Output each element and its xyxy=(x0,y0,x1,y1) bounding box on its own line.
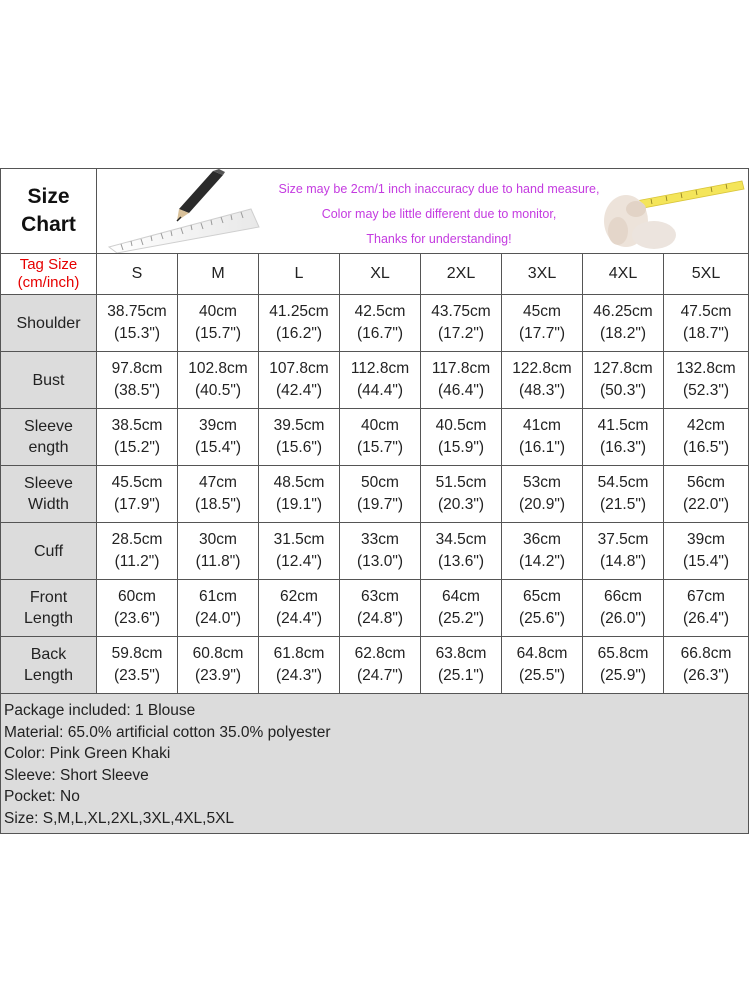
value-cm: 47cm xyxy=(199,474,237,491)
value-cm: 62cm xyxy=(280,588,318,605)
measurement-label-line: Front xyxy=(29,589,68,606)
value-inch: (25.9") xyxy=(600,667,646,684)
value-inch: (15.7") xyxy=(357,439,403,456)
value-inch: (17.2") xyxy=(438,325,484,342)
measurement-row xyxy=(1,637,749,694)
value-inch: (13.6") xyxy=(438,553,484,570)
value-inch: (19.1") xyxy=(276,496,322,513)
value-cm: 64cm xyxy=(442,588,480,605)
value-cm: 31.5cm xyxy=(273,531,325,548)
value-inch: (15.4") xyxy=(683,553,729,570)
value-inch: (14.8") xyxy=(600,553,646,570)
info-package: Package included: 1 Blouse xyxy=(4,702,196,719)
value-inch: (15.3") xyxy=(114,325,160,342)
measurement-label xyxy=(1,352,97,409)
value-cm: 38.75cm xyxy=(107,303,167,320)
value-cm: 61cm xyxy=(199,588,237,605)
value-cm: 39cm xyxy=(687,531,725,548)
value-inch: (25.5") xyxy=(519,667,565,684)
measurement-cell xyxy=(583,352,664,409)
measurement-label-line: Shoulder xyxy=(16,314,81,332)
value-cm: 64.8cm xyxy=(516,645,568,662)
measurement-label-line: Back xyxy=(30,646,67,663)
measurement-cell xyxy=(664,409,749,466)
measurement-row xyxy=(1,352,749,409)
measurement-cell xyxy=(97,352,178,409)
info-size: Size: S,M,L,XL,2XL,3XL,4XL,5XL xyxy=(4,809,235,827)
value-cm: 62.8cm xyxy=(354,645,406,662)
value-cm: 39cm xyxy=(199,417,237,434)
value-cm: 65cm xyxy=(523,588,561,605)
size-header-2xl: 2XL xyxy=(421,254,502,295)
measurement-label xyxy=(1,409,97,466)
ruler-pencil-icon xyxy=(101,169,261,253)
measurement-cell xyxy=(664,523,749,580)
measurement-cell xyxy=(340,409,421,466)
measurement-cell xyxy=(340,352,421,409)
value-inch: (25.6") xyxy=(519,610,565,627)
value-cm: 28.5cm xyxy=(111,531,163,548)
value-inch: (15.2") xyxy=(114,439,160,456)
measurement-cell xyxy=(583,523,664,580)
measurement-label-line: Cuff xyxy=(33,542,64,560)
measurement-row xyxy=(1,466,749,523)
measurement-cell xyxy=(583,637,664,694)
measurement-label xyxy=(1,637,97,694)
value-inch: (26.0") xyxy=(600,610,646,627)
tag-size-label: Tag Size (cm/inch) xyxy=(1,254,97,295)
measurement-cell xyxy=(178,637,259,694)
value-cm: 43.75cm xyxy=(431,303,491,320)
measurement-cell xyxy=(259,409,340,466)
measurement-cell xyxy=(583,295,664,352)
value-inch: (24.4") xyxy=(276,610,322,627)
value-cm: 65.8cm xyxy=(597,645,649,662)
value-cm: 38.5cm xyxy=(111,417,163,434)
measurement-cell xyxy=(340,295,421,352)
value-cm: 66.8cm xyxy=(680,645,732,662)
value-cm: 37.5cm xyxy=(597,531,649,548)
value-inch: (19.7") xyxy=(357,496,403,513)
measurement-cell xyxy=(664,466,749,523)
value-cm: 39.5cm xyxy=(273,417,325,434)
value-inch: (15.4") xyxy=(195,439,241,456)
measurement-cell xyxy=(178,523,259,580)
size-header-4xl: 4XL xyxy=(583,254,664,295)
measurement-cell xyxy=(664,352,749,409)
value-inch: (23.5") xyxy=(114,667,160,684)
value-cm: 53cm xyxy=(523,474,561,491)
value-inch: (25.2") xyxy=(438,610,484,627)
value-cm: 63.8cm xyxy=(435,645,487,662)
value-cm: 42cm xyxy=(687,417,725,434)
value-inch: (42.4") xyxy=(276,382,322,399)
value-cm: 47.5cm xyxy=(680,303,732,320)
value-cm: 34.5cm xyxy=(435,531,487,548)
measurement-label-line: Sleeve xyxy=(24,418,73,435)
value-cm: 59.8cm xyxy=(111,645,163,662)
measurement-cell xyxy=(97,637,178,694)
value-inch: (24.8") xyxy=(357,610,403,627)
header-row xyxy=(1,169,749,254)
measurement-cell xyxy=(259,637,340,694)
info-sleeve: Sleeve: Short Sleeve xyxy=(4,766,149,784)
value-cm: 51.5cm xyxy=(435,474,487,491)
value-inch: (46.4") xyxy=(438,382,484,399)
measurement-cell xyxy=(259,523,340,580)
value-inch: (26.3") xyxy=(683,667,729,684)
value-inch: (14.2") xyxy=(519,553,565,570)
value-cm: 41.25cm xyxy=(269,303,329,320)
value-cm: 61.8cm xyxy=(273,645,325,662)
value-cm: 45.5cm xyxy=(111,474,163,491)
measurement-cell xyxy=(97,523,178,580)
measurement-cell xyxy=(502,637,583,694)
value-cm: 117.8cm xyxy=(431,360,491,377)
measurement-cell xyxy=(97,580,178,637)
value-inch: (17.7") xyxy=(519,325,565,342)
measurement-label-line: Length xyxy=(24,667,73,684)
product-info xyxy=(1,694,749,834)
measurement-cell xyxy=(421,580,502,637)
measurement-label xyxy=(1,523,97,580)
measurement-cell xyxy=(178,580,259,637)
value-cm: 46.25cm xyxy=(593,303,653,320)
measurement-cell xyxy=(664,580,749,637)
measurement-cell xyxy=(502,409,583,466)
measurement-cell xyxy=(340,637,421,694)
info-pocket: Pocket: No xyxy=(4,788,80,805)
banner-notes xyxy=(269,177,609,252)
value-cm: 97.8cm xyxy=(111,360,163,377)
measurement-cell xyxy=(421,466,502,523)
value-inch: (24.3") xyxy=(276,667,322,684)
value-cm: 40cm xyxy=(361,417,399,434)
measurement-cell xyxy=(259,580,340,637)
value-inch: (13.0") xyxy=(357,553,403,570)
measurement-cell xyxy=(340,523,421,580)
value-inch: (16.7") xyxy=(357,325,403,342)
value-cm: 30cm xyxy=(199,531,237,548)
value-inch: (25.1") xyxy=(438,667,484,684)
measurement-cell xyxy=(421,352,502,409)
note-hand-measure: Size may be 2cm/1 inch inaccuracy due to hand measure, xyxy=(278,182,600,196)
value-inch: (38.5") xyxy=(114,382,160,399)
measurement-cell xyxy=(502,352,583,409)
measurement-cell xyxy=(421,295,502,352)
value-inch: (11.2") xyxy=(114,553,160,570)
measurement-cell xyxy=(502,466,583,523)
size-row xyxy=(1,254,749,295)
measurement-cell xyxy=(178,295,259,352)
size-header-m: M xyxy=(178,254,259,295)
value-cm: 41.5cm xyxy=(597,417,649,434)
measurement-cell xyxy=(97,409,178,466)
value-cm: 127.8cm xyxy=(593,360,653,377)
info-color: Color: Pink Green Khaki xyxy=(4,745,171,762)
measurement-cell xyxy=(259,466,340,523)
value-inch: (17.9") xyxy=(114,496,160,513)
value-cm: 66cm xyxy=(604,588,642,605)
title-line-1: Size xyxy=(27,185,70,208)
value-cm: 40.5cm xyxy=(435,417,487,434)
value-inch: (16.3") xyxy=(600,439,646,456)
value-inch: (22.0") xyxy=(683,496,729,513)
size-header-5xl: 5XL xyxy=(664,254,749,295)
measurement-row xyxy=(1,409,749,466)
measurement-cell xyxy=(340,466,421,523)
measurement-row xyxy=(1,523,749,580)
measurement-cell xyxy=(664,637,749,694)
value-cm: 60.8cm xyxy=(192,645,244,662)
measurement-banner xyxy=(97,169,749,254)
value-inch: (50.3") xyxy=(600,382,646,399)
measurement-cell xyxy=(421,637,502,694)
value-cm: 54.5cm xyxy=(597,474,649,491)
value-inch: (48.3") xyxy=(519,382,565,399)
measurement-label-line: Sleeve xyxy=(24,475,73,492)
measurement-label-line: Bust xyxy=(32,371,65,389)
size-header-3xl: 3XL xyxy=(502,254,583,295)
value-inch: (16.5") xyxy=(683,439,729,456)
value-cm: 63cm xyxy=(361,588,399,605)
info-row xyxy=(1,694,749,834)
value-inch: (16.2") xyxy=(276,325,322,342)
measurement-cell xyxy=(421,523,502,580)
size-chart-title xyxy=(1,169,97,254)
value-cm: 40cm xyxy=(199,303,237,320)
measurement-cell xyxy=(178,409,259,466)
measurement-cell xyxy=(97,466,178,523)
measurement-label-line: Length xyxy=(24,610,73,627)
value-inch: (52.3") xyxy=(683,382,729,399)
value-cm: 107.8cm xyxy=(269,360,329,377)
measurement-label-line: ength xyxy=(28,439,69,456)
size-header-l: L xyxy=(259,254,340,295)
value-cm: 67cm xyxy=(687,588,725,605)
value-cm: 42.5cm xyxy=(354,303,406,320)
measurement-label-line: Width xyxy=(28,496,69,513)
size-header-s: S xyxy=(97,254,178,295)
value-inch: (40.5") xyxy=(195,382,241,399)
measurement-cell xyxy=(583,580,664,637)
measurement-cell xyxy=(664,295,749,352)
value-inch: (15.7") xyxy=(195,325,241,342)
value-cm: 50cm xyxy=(361,474,399,491)
measurement-label xyxy=(1,466,97,523)
size-chart-table xyxy=(0,168,749,834)
value-inch: (18.7") xyxy=(683,325,729,342)
value-inch: (21.5") xyxy=(600,496,646,513)
measurement-cell xyxy=(340,580,421,637)
measurement-cell xyxy=(502,523,583,580)
measurement-row xyxy=(1,580,749,637)
measurement-row xyxy=(1,295,749,352)
value-inch: (12.4") xyxy=(276,553,322,570)
measurement-label xyxy=(1,295,97,352)
measurement-cell xyxy=(502,295,583,352)
value-cm: 60cm xyxy=(118,588,156,605)
value-inch: (15.9") xyxy=(438,439,484,456)
measurement-cell xyxy=(178,466,259,523)
value-inch: (23.6") xyxy=(114,610,160,627)
measurement-cell xyxy=(97,295,178,352)
value-inch: (24.0") xyxy=(195,610,241,627)
value-inch: (23.9") xyxy=(195,667,241,684)
value-cm: 112.8cm xyxy=(350,360,410,377)
info-material: Material: 65.0% artificial cotton 35.0% polyester xyxy=(4,723,331,741)
value-inch: (15.6") xyxy=(276,439,322,456)
value-cm: 33cm xyxy=(361,531,399,548)
measurement-cell xyxy=(583,409,664,466)
value-inch: (18.2") xyxy=(600,325,646,342)
measurement-cell xyxy=(178,352,259,409)
value-inch: (18.5") xyxy=(195,496,241,513)
measurement-label xyxy=(1,580,97,637)
measurement-cell xyxy=(502,580,583,637)
value-inch: (44.4") xyxy=(357,382,403,399)
value-inch: (11.8") xyxy=(195,553,241,570)
value-inch: (20.9") xyxy=(519,496,565,513)
value-inch: (24.7") xyxy=(357,667,403,684)
value-inch: (20.3") xyxy=(438,496,484,513)
value-cm: 102.8cm xyxy=(188,360,248,377)
value-inch: (26.4") xyxy=(683,610,729,627)
value-cm: 132.8cm xyxy=(676,360,736,377)
measurement-cell xyxy=(421,409,502,466)
value-cm: 45cm xyxy=(523,303,561,320)
note-thanks: Thanks for understanding! xyxy=(366,232,512,246)
value-cm: 56cm xyxy=(687,474,725,491)
measurement-cell xyxy=(259,352,340,409)
title-line-2: Chart xyxy=(21,213,76,236)
value-cm: 41cm xyxy=(523,417,561,434)
measurement-cell xyxy=(259,295,340,352)
value-inch: (16.1") xyxy=(519,439,565,456)
size-header-xl: XL xyxy=(340,254,421,295)
measurement-cell xyxy=(583,466,664,523)
value-cm: 48.5cm xyxy=(273,474,325,491)
tape-measure-icon xyxy=(596,175,746,251)
note-color-monitor: Color may be little different due to monitor, xyxy=(321,207,557,221)
value-cm: 36cm xyxy=(523,531,561,548)
value-cm: 122.8cm xyxy=(512,360,572,377)
